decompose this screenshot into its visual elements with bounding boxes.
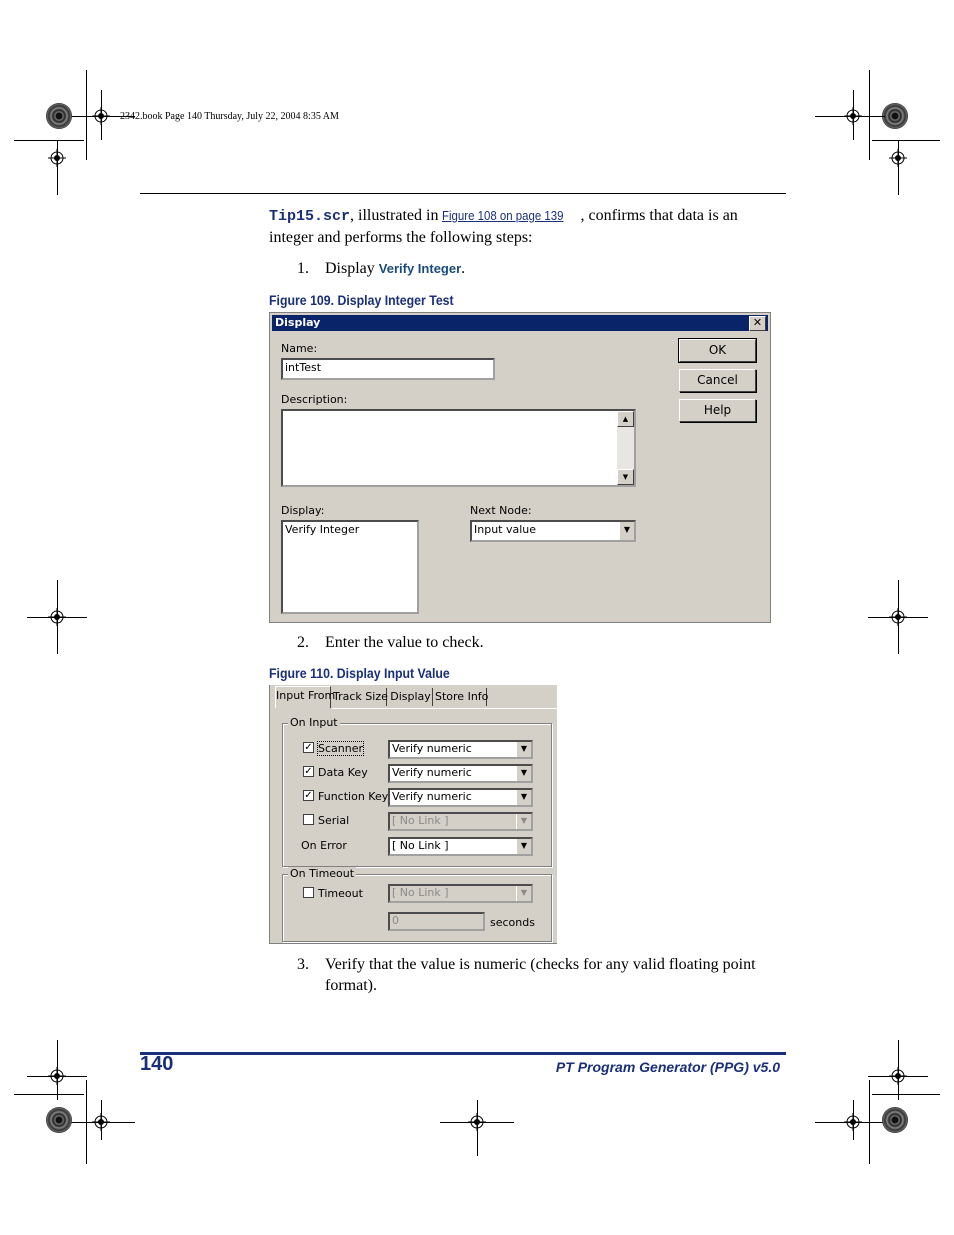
dialog-titlebar bbox=[272, 315, 768, 331]
registration-target-icon bbox=[468, 1113, 486, 1131]
input-from-panel bbox=[269, 685, 557, 944]
display-label: Display: bbox=[281, 504, 325, 517]
registration-target-icon bbox=[844, 107, 862, 125]
function-key-select[interactable] bbox=[388, 788, 533, 807]
step-number: 1. bbox=[297, 260, 309, 277]
on-error-select[interactable] bbox=[388, 837, 533, 856]
on-input-title: On Input bbox=[290, 716, 338, 729]
registration-target-icon bbox=[48, 608, 66, 626]
name-label: Name: bbox=[281, 342, 318, 355]
step-2 bbox=[297, 632, 309, 653]
scroll-down-icon[interactable]: ▼ bbox=[617, 469, 634, 485]
product-name: PT Program Generator (PPG) v5.0 bbox=[555, 1059, 780, 1075]
registration-target-icon bbox=[92, 1113, 110, 1131]
serial-label: Serial bbox=[318, 814, 350, 827]
ok-button[interactable]: OK bbox=[679, 339, 756, 362]
step-3 bbox=[297, 954, 309, 975]
figure-110-caption: Figure 110. Display Input Value bbox=[269, 665, 450, 681]
serial-select bbox=[388, 812, 533, 831]
scanner-checkbox[interactable] bbox=[303, 742, 314, 753]
step-text: Display bbox=[325, 260, 379, 277]
chevron-down-icon[interactable]: ▼ bbox=[516, 766, 531, 781]
step-3-text: Verify that the value is numeric (checks for any valid floating point format). bbox=[325, 956, 756, 994]
filename: Tip15.scr bbox=[269, 208, 351, 225]
on-timeout-title: On Timeout bbox=[290, 867, 355, 880]
next-node-label: Next Node: bbox=[470, 504, 532, 517]
chevron-down-icon[interactable]: ▼ bbox=[619, 522, 634, 540]
description-label: Description: bbox=[281, 393, 348, 406]
timeout-label: Timeout bbox=[318, 887, 363, 900]
footer-rule bbox=[140, 1052, 786, 1055]
chevron-down-icon: ▼ bbox=[516, 814, 531, 829]
description-textarea[interactable] bbox=[281, 409, 636, 487]
step-text: . bbox=[461, 260, 466, 277]
intro-text: , confirms that data is an integer and performs the following steps: bbox=[269, 207, 738, 246]
registration-target-icon bbox=[844, 1113, 862, 1131]
data-key-label: Data Key bbox=[318, 766, 368, 779]
step-number: 3. bbox=[297, 956, 309, 973]
chevron-down-icon[interactable]: ▼ bbox=[516, 839, 531, 854]
on-error-label: On Error bbox=[301, 839, 347, 852]
registration-target-icon bbox=[48, 1067, 66, 1085]
function-key-checkbox[interactable] bbox=[303, 790, 314, 801]
tab-strip-rule bbox=[332, 708, 558, 709]
page-number: 140 bbox=[140, 1053, 174, 1075]
header-rule bbox=[140, 193, 786, 194]
registration-target-icon bbox=[889, 149, 907, 167]
serial-value: [ No Link ] bbox=[392, 814, 449, 827]
registration-target-icon bbox=[889, 1067, 907, 1085]
data-key-checkbox[interactable] bbox=[303, 766, 314, 777]
intro-text: , illustrated in bbox=[350, 207, 443, 224]
scanner-select[interactable] bbox=[388, 740, 533, 759]
tab-display[interactable]: Display bbox=[389, 688, 433, 706]
step-1-text bbox=[325, 258, 465, 279]
step-number: 2. bbox=[297, 634, 309, 651]
help-button[interactable]: Help bbox=[679, 399, 756, 422]
display-dialog bbox=[269, 312, 771, 623]
print-slug: 2342.book Page 140 Thursday, July 22, 2004 8:35 AM bbox=[120, 111, 339, 122]
tab-track-size[interactable]: Track Size bbox=[333, 688, 387, 706]
dialog-title: Display bbox=[275, 316, 321, 329]
on-error-value: [ No Link ] bbox=[392, 839, 449, 852]
data-key-select[interactable] bbox=[388, 764, 533, 783]
serial-checkbox[interactable] bbox=[303, 814, 314, 825]
figure-109-caption: Figure 109. Display Integer Test bbox=[269, 292, 454, 308]
function-key-label: Function Key bbox=[318, 790, 389, 803]
figure-link[interactable]: Figure 108 on page 139 bbox=[442, 208, 564, 223]
checkmark-icon: ✓ bbox=[304, 790, 313, 801]
registration-target-icon bbox=[48, 149, 66, 167]
scanner-value: Verify numeric bbox=[392, 742, 472, 755]
step-2-text: Enter the value to check. bbox=[325, 634, 484, 651]
chevron-down-icon: ▼ bbox=[516, 886, 531, 901]
checkmark-icon: ✓ bbox=[304, 742, 313, 753]
chevron-down-icon[interactable]: ▼ bbox=[516, 742, 531, 757]
display-textarea[interactable]: Verify Integer bbox=[281, 520, 419, 614]
tab-store-info[interactable]: Store Info bbox=[435, 688, 487, 706]
timeout-checkbox[interactable] bbox=[303, 887, 314, 898]
data-key-value: Verify numeric bbox=[392, 766, 472, 779]
next-node-select[interactable] bbox=[470, 520, 636, 542]
seconds-field: 0 bbox=[388, 912, 485, 931]
registration-disc-icon bbox=[46, 1107, 72, 1133]
intro-paragraph bbox=[269, 205, 769, 248]
seconds-label: seconds bbox=[490, 916, 535, 929]
name-field[interactable]: intTest bbox=[281, 358, 495, 380]
registration-target-icon bbox=[889, 608, 907, 626]
scroll-up-icon[interactable]: ▲ bbox=[617, 411, 634, 427]
checkmark-icon: ✓ bbox=[304, 766, 313, 777]
ui-reference: Verify Integer bbox=[378, 261, 462, 276]
timeout-value: [ No Link ] bbox=[392, 886, 449, 899]
timeout-select bbox=[388, 884, 533, 903]
registration-disc-icon bbox=[46, 103, 72, 129]
tab-input-from[interactable]: Input From bbox=[275, 686, 331, 708]
description-scrollbar[interactable] bbox=[617, 411, 634, 485]
chevron-down-icon[interactable]: ▼ bbox=[516, 790, 531, 805]
scanner-label: Scanner bbox=[318, 742, 364, 755]
close-icon[interactable]: ✕ bbox=[749, 316, 766, 331]
function-key-value: Verify numeric bbox=[392, 790, 472, 803]
registration-disc-icon bbox=[882, 103, 908, 129]
registration-disc-icon bbox=[882, 1107, 908, 1133]
registration-target-icon bbox=[92, 107, 110, 125]
step-1 bbox=[297, 258, 309, 279]
cancel-button[interactable]: Cancel bbox=[679, 369, 756, 392]
next-node-value: Input value bbox=[474, 523, 537, 536]
